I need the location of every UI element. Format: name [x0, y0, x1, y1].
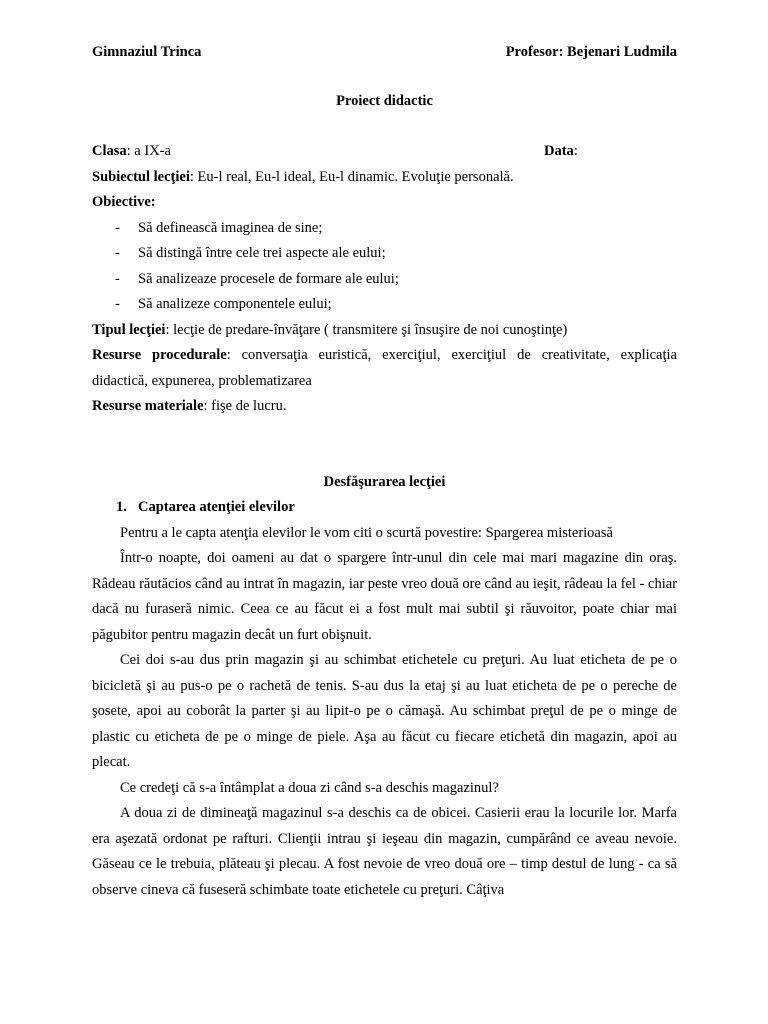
objective-text: Să analizeze componentele eului; [138, 296, 332, 312]
page-header [92, 0, 677, 64]
material-label: Resurse materiale [92, 398, 204, 414]
procedural-resources [92, 343, 677, 394]
subject-line [92, 165, 677, 191]
procedural-value: : conversaţia euristică, exerciţiul, exerciţiul de creativitate, explicaţia didactică, expunerea, problematizarea [92, 347, 677, 389]
list-item: - Să analizeaze procesele de formare ale eului; [115, 270, 399, 287]
teacher-name: Profesor: Bejenari Ludmila [505, 44, 677, 60]
material-value: : fişe de lucru. [203, 398, 287, 414]
subject-label: Subiectul lecţiei [92, 168, 190, 185]
date-label: Data [544, 143, 574, 159]
section-title: Desfăşurarea lecţiei [323, 473, 446, 490]
list-item: - Să definească imaginea de sine; [115, 219, 323, 236]
material-resources [92, 394, 677, 420]
objective-text: Să distingă între cele trei aspecte ale eului; [138, 245, 386, 261]
objective-text: Să analizeaze procesele de formare ale eului; [138, 270, 399, 287]
subject-value: : Eu-l real, Eu-l ideal, Eu-l dinamic. Evoluţie personală. [189, 168, 514, 185]
class-label: Clasa [92, 143, 127, 159]
document-title: Proiect didactic [336, 93, 433, 109]
list-item: - Să analizeze componentele eului; [115, 296, 332, 312]
step-heading [92, 495, 677, 521]
objectives-list [92, 216, 677, 318]
step-number: 1. [116, 499, 127, 515]
paragraph: Cei doi s-au dus prin magazin şi au schimbat etichetele cu preţuri. Au luat eticheta de pe o bicicletă şi au pus-o pe o rachetă de tenis. S-au dus la etaj şi au luat eticheta de pe o pereche de şosete, apoi au coborât la parter şi au lipit-o pe o cămaşă. Au schimbat preţul de pe o minge de plastic cu eticheta de pe o minge de piele. Aşa au făcut cu fiecare etichetă din magazin, apoi au plecat. [92, 652, 677, 770]
paragraph: A doua zi de dimineaţă magazinul s-a deschis ca de obicei. Casierii erau la locurile lor. Marfa era aşezată ordonat pe rafturi. Clienţii intrau şi ieşeau din magazin, cumpărând ce aveau nevoie. Găseau ce le trebuia, plăteau şi plecau. A fost nevoie de vreo două ore – timp destul de lung - ca să observe cineva că fuseseră schimbate toate etichetele cu preţuri. Câţiva [92, 805, 677, 898]
procedural-label: Resurse procedurale [92, 347, 227, 363]
lesson-type-label: Tipul lecţiei [92, 321, 166, 338]
list-item: - Să distingă între cele trei aspecte ale eului; [115, 245, 386, 261]
step-title: Captarea atenţiei elevilor [138, 499, 295, 515]
paragraph: Într-o noapte, doi oameni au dat o spargere într-unul din cele mai mari magazine din oraş. Râdeau răutăcios când au intrat în magazin, iar peste vreo două ore când au ieşit, râdeau la fel - chiar dacă nu furaseră nimic. Ceea ce au făcut ei a fost mult mai subtil şi răuvoitor, poate chiar mai păgubitor pentru magazin decât un furt obişnuit. [92, 550, 677, 643]
school-name: Gimnaziul Trinca [92, 44, 202, 60]
objective-text: Să definească imaginea de sine; [138, 219, 323, 236]
class-date-row [92, 139, 677, 165]
paragraph: Pentru a le capta atenţia elevilor le vom citi o scurtă povestire: Spargerea misterioasă [120, 524, 613, 541]
lesson-type-value: : lecţie de predare-învăţare ( transmitere şi însuşire de noi cunoştinţe) [165, 321, 568, 338]
paragraph: Ce credeţi că s-a întâmplat a doua zi când s-a deschis magazinul? [120, 779, 499, 796]
date-value: : [573, 143, 578, 159]
class-value: : a IX-a [126, 143, 171, 159]
objectives-label: Obiective: [92, 194, 156, 210]
lesson-type-line [92, 318, 677, 344]
